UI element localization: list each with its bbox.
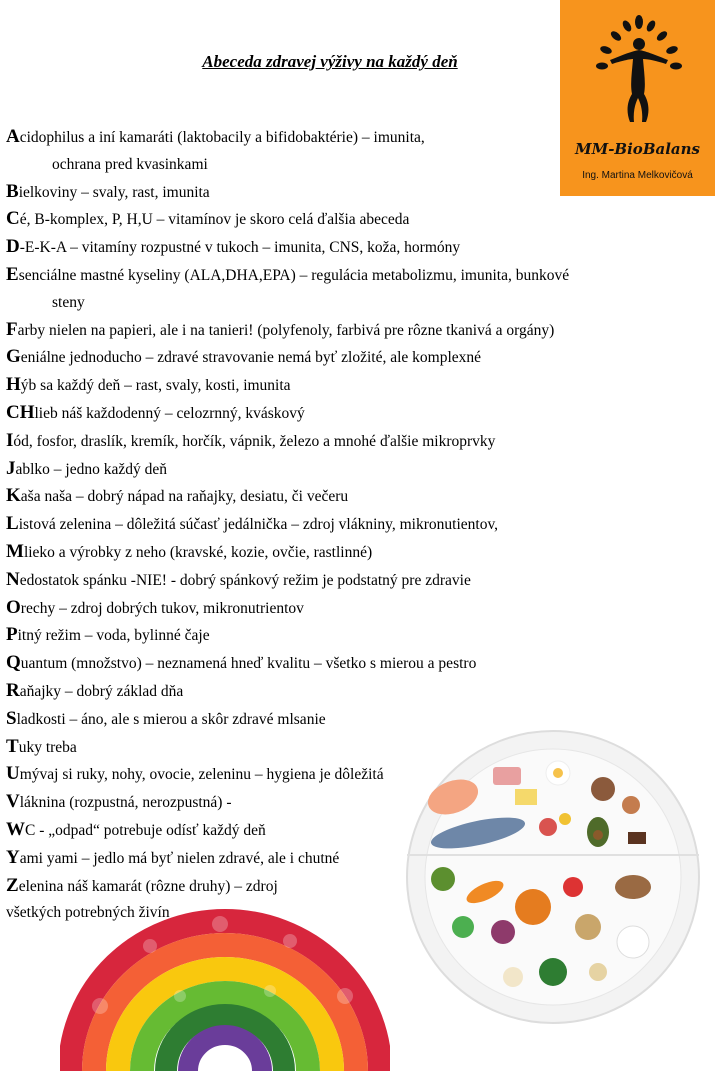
entry-text: é, B-komplex, P, H,U – vitamínov je skoro celá ďalšia abeceda	[19, 211, 410, 229]
entry-text: ablko – jedno každý deň	[15, 460, 168, 478]
list-item	[6, 262, 656, 317]
entry-text: senciálne mastné kyseliny (ALA,DHA,EPA) – regulácia metabolizmu, imunita, bunkové	[18, 266, 570, 284]
entry-text: lieb náš každodenný – celozrnný, kváskový	[34, 404, 305, 422]
entry-text: ladkosti – áno, ale s mierou a skôr zdravé mlsanie	[16, 710, 326, 728]
list-item	[6, 622, 656, 650]
page-title: Abeceda zdravej výživy na každý deň	[202, 52, 458, 71]
entry-text: ami yami – jedlo má byť nielen zdravé, ale i chutné	[19, 849, 340, 867]
entry-continuation: steny	[52, 293, 85, 311]
entry-text: edostatok spánku -NIE! - dobrý spánkový režim je podstatný pre zdravie	[19, 571, 471, 589]
entry-letter: CH	[6, 401, 35, 423]
list-item	[6, 400, 656, 428]
entry-text: uky treba	[18, 738, 77, 756]
entry-letter: A	[6, 126, 20, 147]
entry-letter: M	[6, 540, 24, 562]
entry-text: istová zelenina – dôležitá súčasť jedálnička – zdroj vlákniny, mikronutientov,	[18, 516, 499, 534]
entry-letter: P	[6, 624, 18, 646]
entry-text: uantum (množstvo) – neznamená hneď kvalitu – všetko s mierou a pestro	[20, 655, 477, 673]
entry-text: elenina náš kamarát (rôzne druhy) – zdroj	[18, 877, 278, 895]
list-item	[6, 428, 656, 456]
entry-continuation: všetkých potrebných živín	[6, 904, 170, 922]
list-item	[6, 483, 656, 511]
list-item	[6, 567, 656, 595]
entry-letter: F	[6, 318, 18, 340]
entry-letter: O	[6, 596, 21, 618]
logo-subtitle: Ing. Martina Melkovičová	[582, 170, 693, 181]
entry-text: láknina (rozpustná, nerozpustná) -	[19, 794, 232, 812]
entry-text: rechy – zdroj dobrých tukov, mikronutrientov	[20, 599, 304, 617]
food-plate-icon	[403, 727, 703, 1027]
entry-letter: N	[6, 568, 20, 590]
list-item	[6, 344, 656, 372]
entry-letter: Q	[6, 652, 21, 674]
entry-letter: Z	[6, 874, 19, 896]
entry-text: aňajky – dobrý základ dňa	[19, 682, 184, 700]
person-tree-icon	[594, 14, 684, 124]
entry-letter: D	[6, 236, 20, 258]
entry-letter: S	[6, 707, 17, 729]
entry-text: ód, fosfor, draslík, kremík, horčík, vápnik, železo a mnohé ďalšie mikroprvky	[13, 432, 496, 450]
list-item	[6, 179, 656, 207]
entry-text: ielkoviny – svaly, rast, imunita	[18, 183, 210, 201]
list-item	[6, 234, 656, 262]
entry-text: ýb sa každý deň – rast, svaly, kosti, imunita	[20, 377, 291, 395]
list-item	[6, 317, 656, 345]
list-item	[6, 206, 656, 234]
entry-letter: K	[6, 485, 21, 507]
entry-text: mývaj si ruky, nohy, ovocie, zeleninu – hygiena je dôležitá	[19, 766, 384, 784]
entry-text: -E-K-A – vitamíny rozpustné v tukoch – imunita, CNS, koža, hormóny	[19, 239, 461, 257]
entry-text: arby nielen na papieri, ale i na tanieri! (polyfenoly, farbivá pre rôzne tkanivá a orgány)	[17, 321, 555, 339]
fruit-vegetable-rainbow-icon	[60, 886, 390, 1076]
entry-text: lieko a výrobky z neho (kravské, kozie, ovčie, rastlinné)	[23, 543, 373, 561]
list-item	[6, 124, 656, 179]
entry-letter: C	[6, 208, 20, 230]
list-item	[6, 511, 656, 539]
entry-text: itný režim – voda, bylinné čaje	[17, 627, 210, 645]
entry-continuation: ochrana pred kvasinkami	[52, 155, 208, 173]
entry-letter: Y	[6, 846, 20, 868]
entry-letter: B	[6, 180, 19, 202]
entry-letter: W	[6, 818, 25, 840]
list-item	[6, 650, 656, 678]
entry-letter: I	[6, 429, 14, 451]
list-item	[6, 539, 656, 567]
entry-letter: T	[6, 735, 19, 757]
list-item	[6, 372, 656, 400]
entry-letter: L	[6, 513, 19, 535]
logo-name: MM-BioBalans	[575, 140, 700, 158]
entry-letter: E	[6, 263, 19, 285]
list-item	[6, 595, 656, 623]
entry-letter: J	[6, 457, 16, 479]
list-item	[6, 678, 656, 706]
entry-letter: G	[6, 346, 21, 368]
entry-text: eniálne jednoducho – zdravé stravovanie nemá byť zložité, ale komplexné	[20, 349, 482, 367]
list-item	[6, 456, 656, 484]
entry-text: C - „odpad“ potrebuje odísť každý deň	[25, 821, 266, 839]
entry-text: cidophilus a iní kamaráti (laktobacily a bifidobaktérie) – imunita,	[19, 129, 425, 146]
entry-letter: H	[6, 374, 21, 396]
entry-letter: V	[6, 791, 20, 813]
entry-letter: R	[6, 679, 20, 701]
entry-letter: U	[6, 763, 20, 785]
entry-text: aša naša – dobrý nápad na raňajky, desiatu, či večeru	[20, 488, 349, 506]
